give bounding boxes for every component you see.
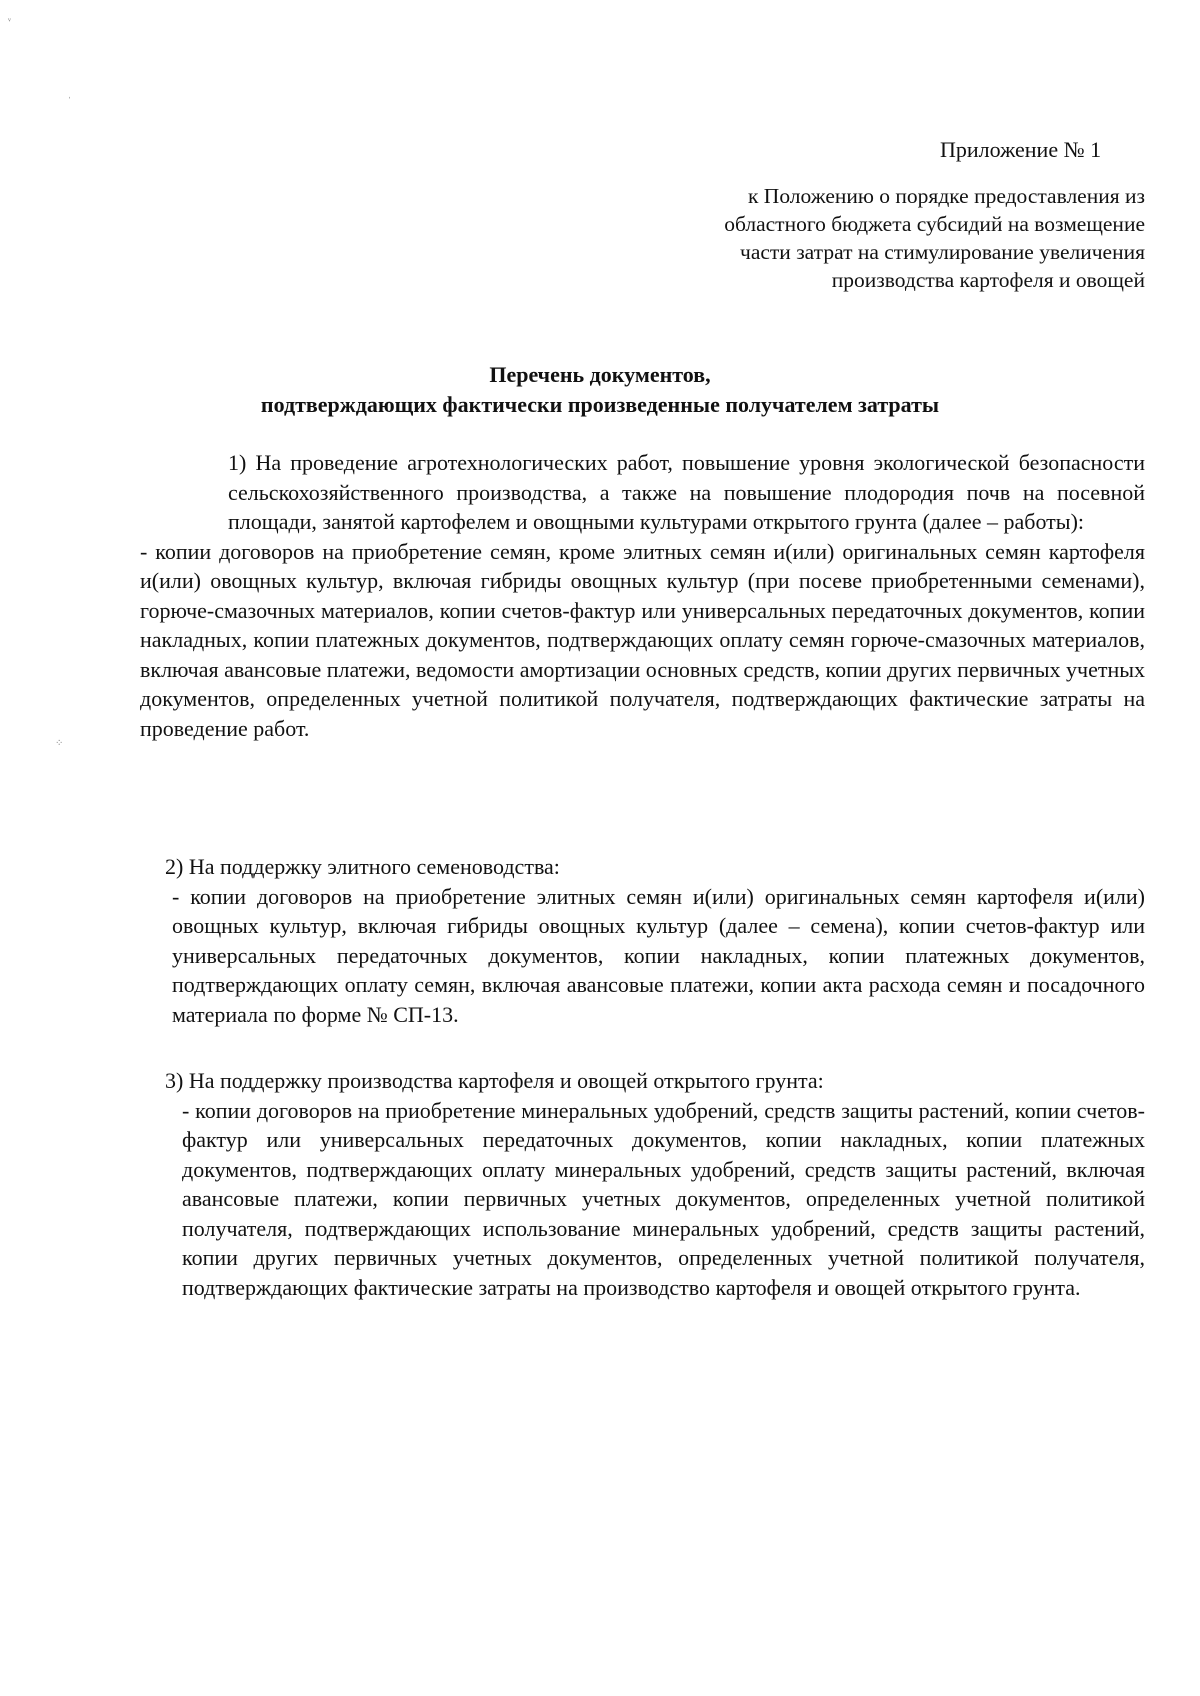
scan-artifact: ᵛ	[8, 16, 11, 27]
section-heading: 2) На поддержку элитного семеноводства:	[165, 854, 560, 879]
scan-artifact: ˌ	[68, 88, 72, 99]
scan-artifact: ⁘	[55, 738, 64, 749]
section-1	[110, 448, 1145, 743]
title-line: Перечень документов,	[489, 362, 711, 387]
document-title	[100, 360, 1100, 420]
annex-reference-line: части затрат на стимулирование увеличения	[740, 240, 1145, 264]
section-item: - копии договоров на приобретение элитных семян и(или) оригинальных семян картофеля и(или) овощных культур, включая гибриды овощных культур (далее – семена), копии счетов-фактур или универсальных передаточных документов, копии накладных, копии платежных документов, подтверждающих оплату семян, включая авансовые платежи, копии акта расхода семян и посадочного материала по форме № СП-13.	[172, 883, 1145, 1027]
section-item: - копии договоров на приобретение семян, кроме элитных семян и(или) оригинальных семян картофеля и(или) овощных культур, включая гибриды овощных культур (при посеве приобретенными семенами), горюче-смазочных материалов, копии счетов-фактур или универсальных передаточных документов, копии накладных, копии платежных документов, подтверждающих оплату семян горюче-смазочных материалов, включая авансовые платежи, ведомости амортизации основных средств, копии других первичных учетных документов, определенных учетной политикой получателя, подтверждающих фактические затраты на проведение работ.	[140, 538, 1145, 741]
annex-reference	[640, 182, 1145, 294]
annex-reference-line: к Положению о порядке предоставления из	[747, 184, 1145, 208]
annex-reference-line: областного бюджета субсидий на возмещение	[724, 212, 1145, 236]
annex-reference-line: производства картофеля и овощей	[831, 268, 1145, 292]
annex-number: Приложение № 1	[940, 137, 1102, 162]
section-heading: 1) На проведение агротехнологических работ, повышение уровня экологической безопасности сельскохозяйственного производства, а также на повышение плодородия почв на посевной площади, занятой картофелем и овощными культурами открытого грунта (далее – работы):	[228, 450, 1145, 534]
section-heading: 3) На поддержку производства картофеля и овощей открытого грунта:	[165, 1068, 824, 1093]
title-line: подтверждающих фактически произведенные получателем затраты	[260, 392, 940, 417]
section-2	[110, 852, 1145, 1029]
section-3	[110, 1066, 1145, 1302]
section-item: - копии договоров на приобретение минеральных удобрений, средств защиты растений, копии счетов-фактур или универсальных передаточных документов, копии накладных, копии платежных документов, подтверждающих оплату минеральных удобрений, средств защиты растений, включая авансовые платежи, копии первичных учетных документов, определенных учетной политикой получателя, подтверждающих использование минеральных удобрений, средств защиты растений, копии других первичных учетных документов, определенных учетной политикой получателя, подтверждающих фактические затраты на производство картофеля и овощей открытого грунта.	[182, 1097, 1145, 1300]
